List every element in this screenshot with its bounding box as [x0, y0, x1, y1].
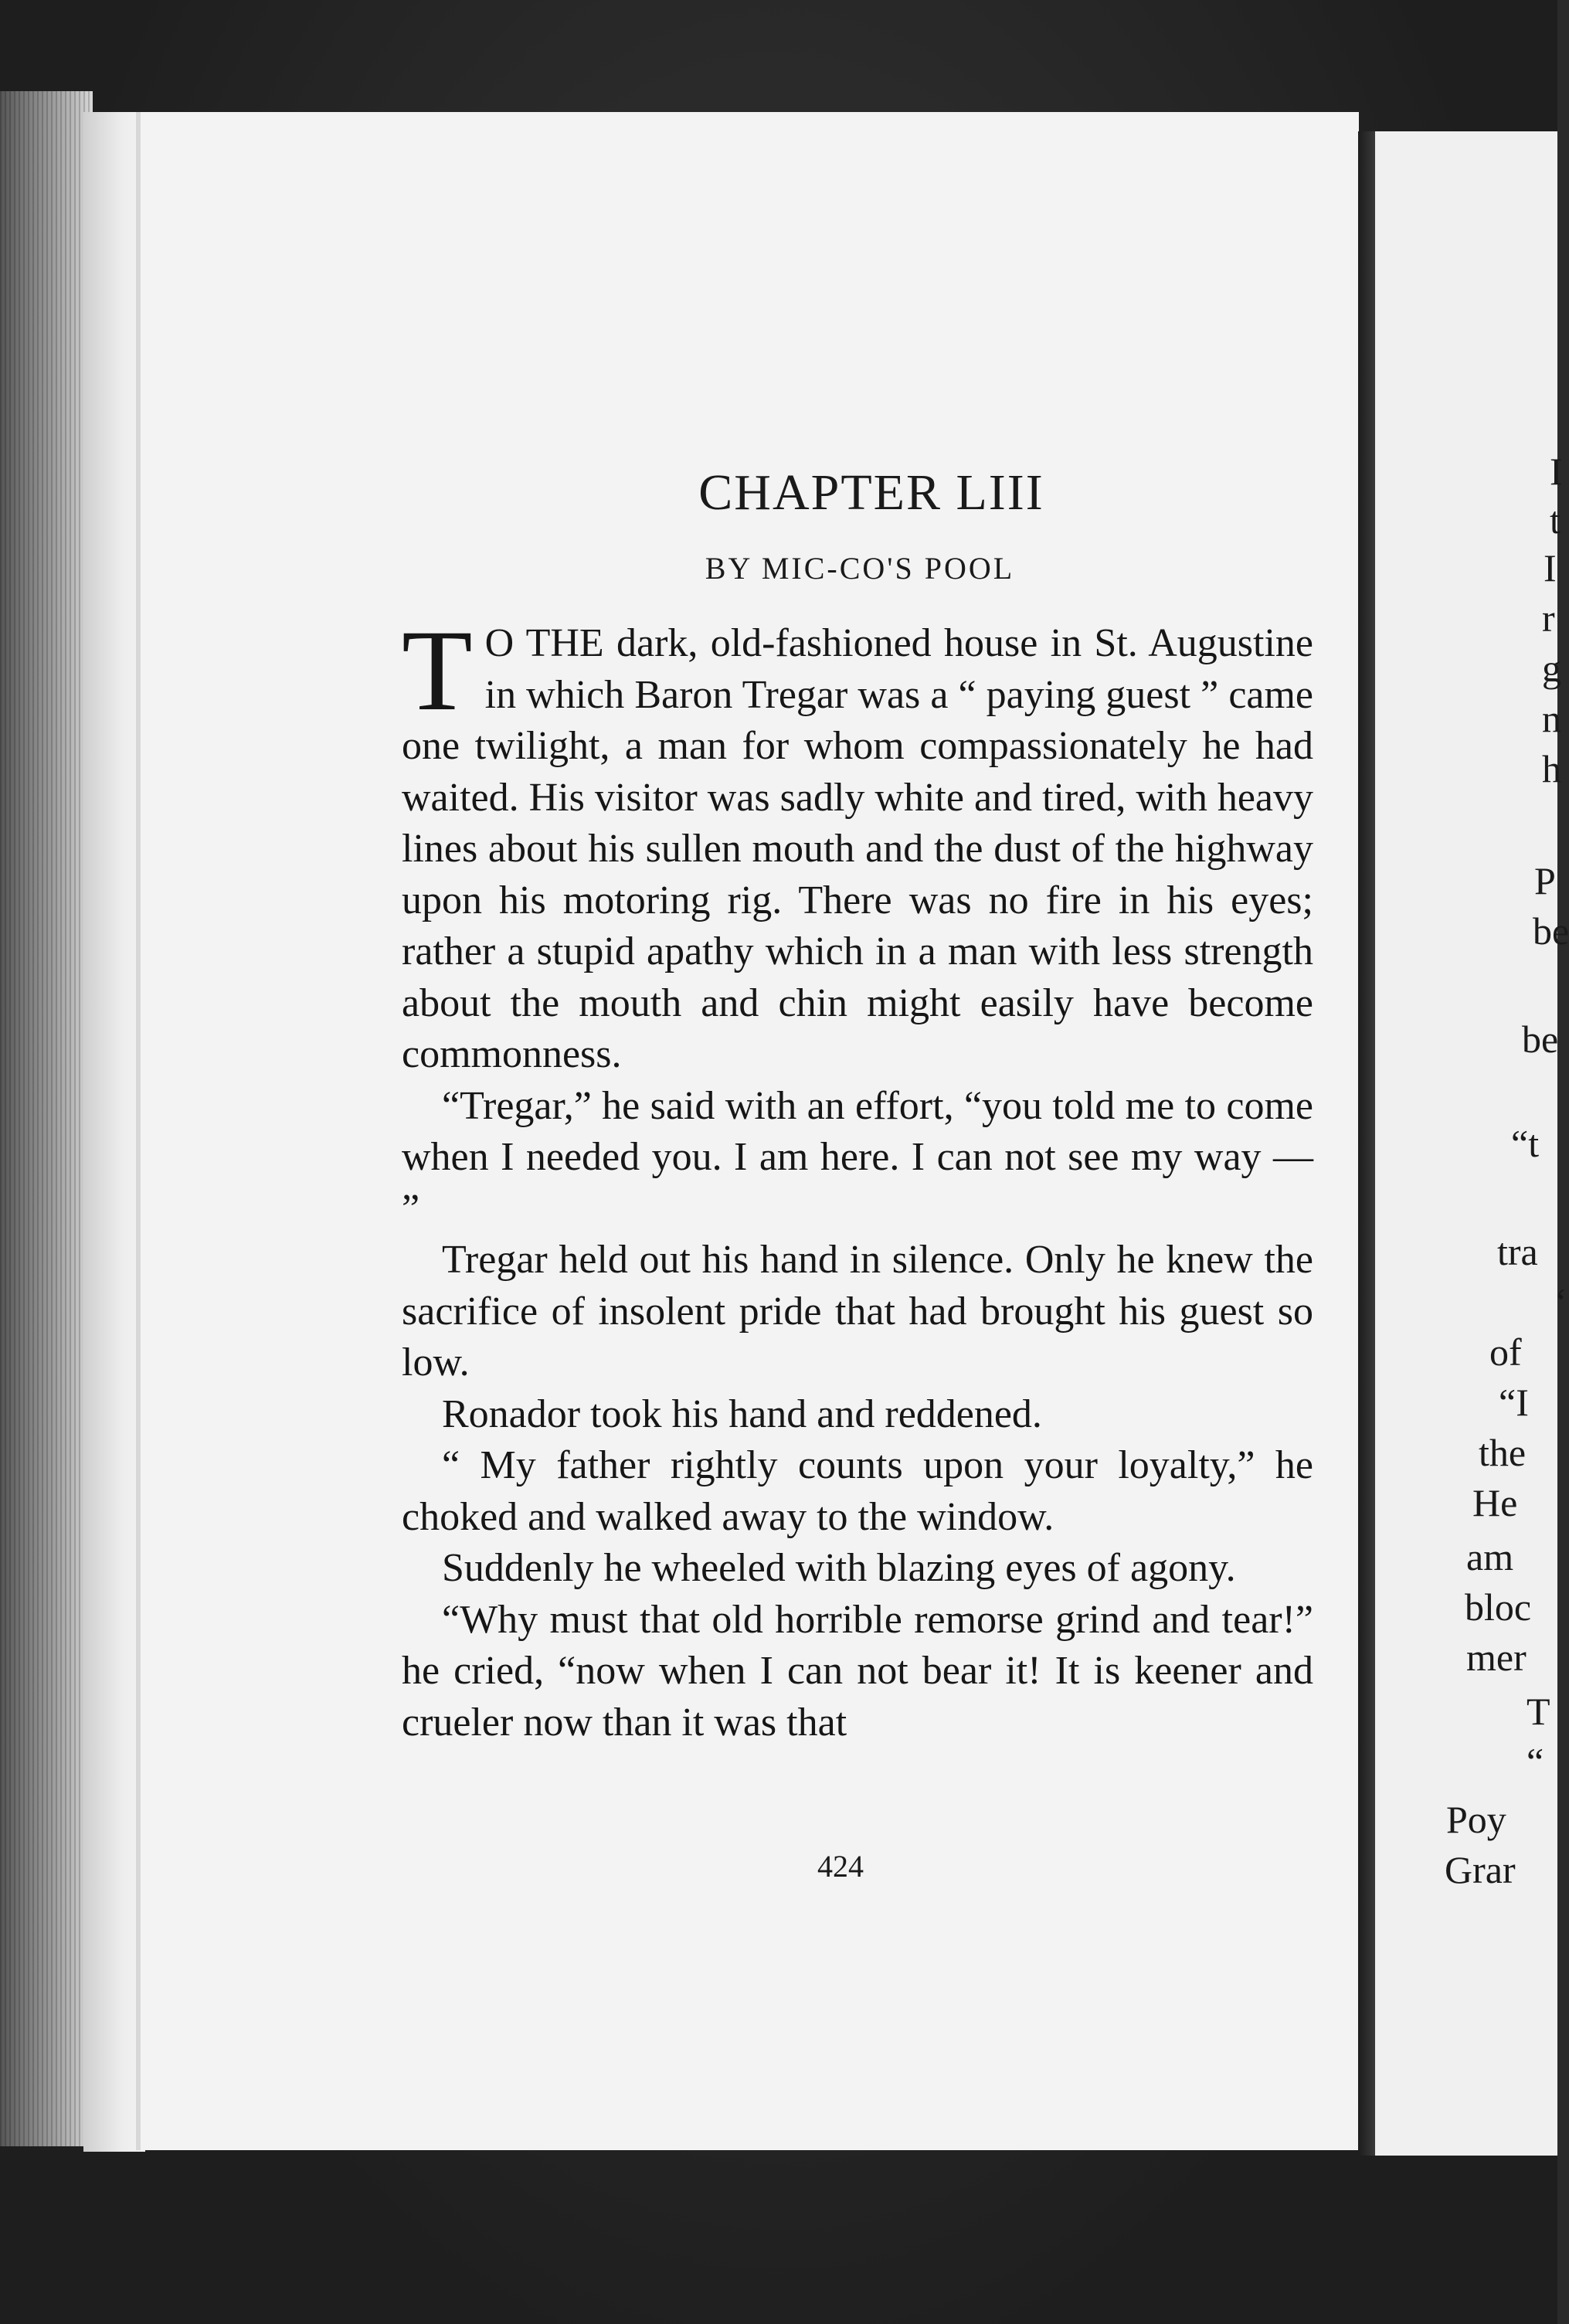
page-stack-lines [0, 91, 93, 2146]
facing-fragment: am [1466, 1535, 1514, 1578]
facing-fragment: He [1472, 1481, 1518, 1524]
facing-fragment: bloc [1465, 1585, 1532, 1629]
page-number: 424 [817, 1849, 864, 1884]
facing-fragment: t [1550, 498, 1561, 542]
facing-fragment: n [1542, 697, 1561, 740]
facing-fragment: be [1522, 1018, 1559, 1061]
paragraph [402, 606, 1313, 1081]
paragraph: “Why must that old horrible remorse grind and tear!” he cried, “now when I can not bear it! It is keener and crueler now than it was that [402, 1597, 1313, 1745]
facing-fragment: P [1534, 859, 1556, 902]
paragraph: Suddenly he wheeled with blazing eyes of agony. [442, 1546, 1236, 1590]
facing-fragment: Poy [1446, 1798, 1506, 1841]
paragraph: Tregar held out his hand in silence. Only he knew the sacrifice of insolent pride that had brought his guest so low. [402, 1238, 1313, 1385]
facing-fragment: “t [1511, 1122, 1540, 1165]
facing-fragment: be [1533, 909, 1569, 953]
facing-fragment: mer [1466, 1636, 1527, 1679]
chapter-title: CHAPTER LIII [698, 464, 1044, 521]
facing-fragment: T [1527, 1690, 1550, 1733]
facing-fragment: the [1479, 1431, 1527, 1474]
chapter-subtitle: BY MIC-CO'S POOL [705, 551, 1015, 586]
facing-fragment: I [1550, 450, 1563, 493]
book-gutter [1358, 131, 1375, 2156]
opening-words: O THE [484, 621, 604, 665]
drop-cap: T [402, 606, 473, 735]
facing-fragment: Grar [1445, 1848, 1516, 1891]
chapter-body [402, 606, 1313, 1748]
facing-fragment: of [1489, 1330, 1522, 1374]
facing-fragment: g [1542, 647, 1561, 690]
facing-fragment: “I [1499, 1381, 1529, 1424]
facing-fragment: tra [1497, 1230, 1538, 1273]
paragraph: “ My father rightly counts upon your loyalty,” he choked and walked away to the window. [402, 1443, 1313, 1539]
paragraph: Ronador took his hand and reddened. [442, 1391, 1042, 1436]
facing-fragment: I [1544, 546, 1557, 589]
facing-fragment: h [1542, 747, 1561, 790]
facing-page [1375, 131, 1569, 2156]
facing-fragment: r [1542, 596, 1555, 640]
facing-fragment: “ [1527, 1740, 1544, 1783]
facing-fragment: ‘ [1554, 1280, 1567, 1323]
paragraph-text: dark, old-fashioned house in St. Augustine in which Baron Tregar was a “ paying guest ” came one twilight, a man for whom compassionately he had waited. His visitor was sadly white and tired, with heavy lines about his sullen mouth and the dust of the highway upon his motoring rig. There was no fire in his eyes; rather a stupid apathy which in a man with less strength about the mouth and chin might easily have become commonness. [402, 621, 1313, 1076]
paragraph: “Tregar,” he said with an effort, “you told me to come when I needed you. I am here. I can not see my way — ” [402, 1083, 1313, 1231]
